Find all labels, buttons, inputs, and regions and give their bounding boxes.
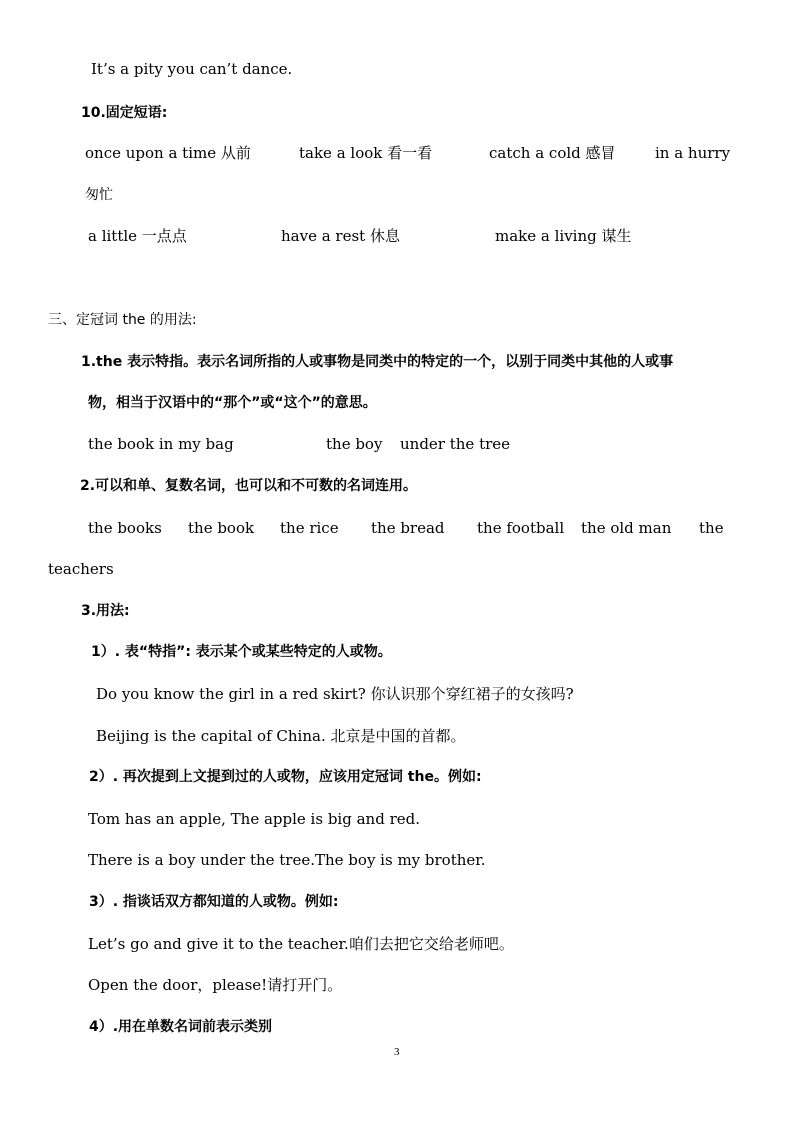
usage-2-example-1: Tom has an apple, The apple is big and red.: [88, 810, 420, 828]
word-the-books: the books: [88, 519, 162, 537]
example-pity: It’s a pity you can’t dance.: [91, 60, 293, 78]
example-the-boy: the boy: [326, 435, 383, 453]
section-10-heading: 10.固定短语:: [81, 105, 168, 121]
section-3-heading: 三、定冠词 the 的用法:: [48, 312, 197, 328]
usage-3-example-1: Let’s go and give it to the teacher.咱们去把它交给老师吧。: [88, 935, 514, 953]
usage-1-heading: 1）. 表“特指”: 表示某个或某些特定的人或物。: [91, 644, 392, 660]
usage-4-heading: 4）.用在单数名词前表示类别: [89, 1019, 273, 1035]
example-under-tree: under the tree: [400, 435, 511, 453]
phrase-take-look: take a look 看一看: [299, 144, 433, 162]
rule-2: 2.可以和单、复数名词，也可以和不可数的名词连用。: [80, 478, 418, 494]
word-the-rice: the rice: [280, 519, 339, 537]
rule-1-line-1: 1.the 表示特指。表示名词所指的人或事物是同类中的特定的一个，以别于同类中其他的人或事: [81, 354, 674, 370]
phrase-in-hurry-meaning: 匆忙: [85, 187, 113, 203]
page-number: 3: [394, 1046, 400, 1058]
phrase-in-hurry: in a hurry: [655, 144, 731, 162]
usage-1-example-1: Do you know the girl in a red skirt? 你认识那个穿红裙子的女孩吗?: [96, 685, 574, 703]
word-the-football: the football: [477, 519, 565, 537]
word-teachers: teachers: [48, 560, 114, 578]
word-the: the: [699, 519, 724, 537]
phrase-a-little: a little 一点点: [88, 227, 187, 245]
word-the-old-man: the old man: [581, 519, 672, 537]
phrase-have-rest: have a rest 休息: [281, 227, 400, 245]
rule-1-line-2: 物，相当于汉语中的“那个”或“这个”的意思。: [88, 395, 377, 411]
usage-2-heading: 2）. 再次提到上文提到过的人或物，应该用定冠词 the。例如:: [89, 769, 482, 785]
example-book-in-bag: the book in my bag: [88, 435, 234, 453]
usage-3-heading: 3）. 指谈话双方都知道的人或物。例如:: [89, 894, 339, 910]
word-the-bread: the bread: [371, 519, 445, 537]
phrase-make-living: make a living 谋生: [495, 227, 632, 245]
usage-3-example-2: Open the door，please!请打开门。: [88, 976, 343, 994]
word-the-book: the book: [188, 519, 255, 537]
phrase-catch-cold: catch a cold 感冒: [489, 144, 616, 162]
phrase-once-upon: once upon a time 从前: [85, 144, 251, 162]
rule-3-heading: 3.用法:: [81, 603, 130, 619]
usage-2-example-2: There is a boy under the tree.The boy is my brother.: [88, 851, 486, 869]
usage-1-example-2: Beijing is the capital of China. 北京是中国的首都。: [96, 727, 466, 745]
